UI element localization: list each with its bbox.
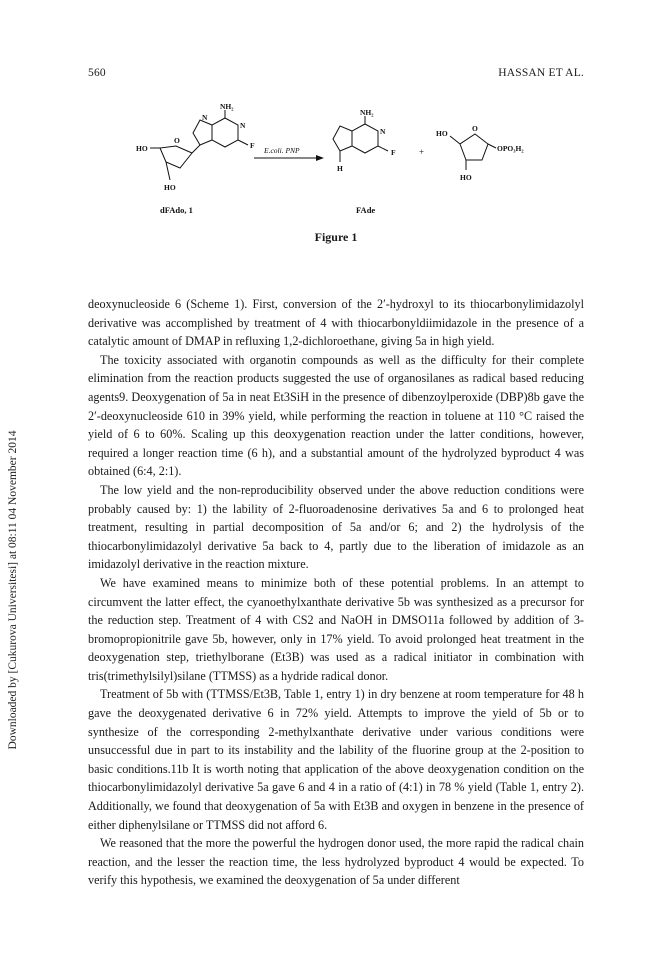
left-nh2-label: NH₂: [220, 102, 234, 111]
body-text: [88, 295, 584, 890]
left-n-label-2: N: [202, 113, 208, 122]
right-o-label: O: [472, 124, 478, 133]
reaction-scheme: [130, 100, 570, 230]
paragraph-6: We reasoned that the more the powerful the hydrogen donor used, the more rapid the radical chain reaction, and the lesser the reaction time, the less hydrolyzed byproduct 4 would be expected. To verify this hypothesis, we examined the deoxygenation of 5a under different: [88, 836, 584, 888]
paragraph-5: Treatment of 5b with (TTMSS/Et3B, Table 1, entry 1) in dry benzene at room temperature for 48 h gave the deoxygenated derivative 6 in 72% yield. Attempts to improve the yield of 5b or to synthesize of the corresponding 2-methylxanthate derivative under various conditions were unsuccessful due in part to its instability and the lability of the fluorine group at the 2-position to basic conditions.11b It is worth noting that application of the above deoxygenation condition on the thiocarbonylimidazolyl derivative 5a gave 6 and 4 in a ratio of (4:1) in 78 % yield (Table 1, entry 2). Additionally, we found that deoxygenation of 5a with Et3B and oxygen in benzene in the presence of either diphenylsilane or TTMSS did not afford 6.: [88, 687, 584, 832]
left-pyrimidine-ring: [212, 118, 238, 147]
left-ho-bottom-label: HO: [164, 183, 176, 192]
right-ho-label: HO: [436, 129, 448, 138]
left-imidazole-ring: [193, 120, 212, 145]
compound-label-fade: FAde: [356, 205, 376, 215]
right-opo3h2-label: OPO₃H₂: [497, 144, 524, 153]
paragraph-3: The low yield and the non-reproducibility observed under the above reduction conditions were probably caused by: 1) the lability of 2-fluoroadenosine derivatives 5a and 6 to prolonged heat treatment, resulting in partial decomposition of 5a and/or 6; and 2) the hydrolysis of the thiocarbonylimidazolyl derivative 5a back to 4, partly due to the liberation of imidazole as an imidazolyl derivative in the reaction mixture.: [88, 482, 584, 572]
arrow-label: E.coli. PNP: [264, 146, 300, 155]
left-n-label-1: N: [240, 121, 246, 130]
mid-n-label: N: [380, 127, 386, 136]
compound-label-dfado: dFAdo, 1: [160, 205, 193, 215]
figure-caption: Figure 1: [314, 230, 358, 244]
paragraph-1: deoxynucleoside 6 (Scheme 1). First, conversion of the 2′-hydroxyl to its thiocarbonylimidazolyl derivative was accomplished by treatment of 4 with thiocarbonyldiimidazole in the presence of a catalytic amount of DMAP in refluxing 1,2-dichloroethane, giving 5a in high yield.: [88, 297, 584, 349]
page-number: 560: [88, 67, 106, 79]
download-watermark: [4, 290, 22, 890]
mid-h-label: H: [337, 164, 343, 173]
running-head: HASSAN ET AL.: [498, 67, 584, 79]
left-sugar-ring: [160, 146, 192, 168]
right-ho-bottom-label: HO: [460, 173, 472, 182]
plus-sign: +: [419, 147, 425, 157]
left-ho-label: HO: [136, 144, 148, 153]
paragraph-2: The toxicity associated with organotin compounds as well as the difficulty for their complete elimination from the reaction products suggested the use of organosilanes as radical based reducing agents9. Deoxygenation of 5a in neat Et3SiH in the presence of dibenzoylperoxide (DBP)8b gave the 2′-deoxynucleoside 610 in 39% yield, while performing the reaction in toluene at 110 °C raised the yield of 6 to 60%. Scaling up this deoxygenation reaction under the latter conditions, however, required a longer reaction time (6 h), and a substantial amount of the hydrolyzed byproduct 4 was obtained (6:4, 2:1).: [88, 352, 584, 479]
mid-nh2-label: NH₂: [360, 108, 374, 117]
download-watermark-text: Downloaded by [Cukurova Universitesi] at 08:11 04 November 2014: [7, 430, 19, 750]
left-o-label: O: [174, 136, 180, 145]
paragraph-4: We have examined means to minimize both of these potential problems. In an attempt to circumvent the latter effect, the cyanoethylxanthate derivative 5b was synthesized as a precursor for the reduction step. Treatment of 4 with CS2 and NaOH in DMSO11a followed by addition of 3-bromopropionitrile gave 5b, however, only in 17% yield. To avoid prolonged heat treatment in the deoxygenation step, triethylborane (Et3B) was used as a radical initiator in combination with tris(trimethylsilyl)silane (TTMSS) as a hydride radical donor.: [88, 575, 584, 683]
right-sugar-ring: [460, 134, 488, 160]
left-f-label: F: [250, 141, 255, 150]
mid-pyrimidine-ring: [352, 124, 378, 153]
reaction-arrowhead: [316, 155, 324, 161]
mid-imidazole-ring: [333, 126, 352, 151]
mid-f-label: F: [391, 148, 396, 157]
